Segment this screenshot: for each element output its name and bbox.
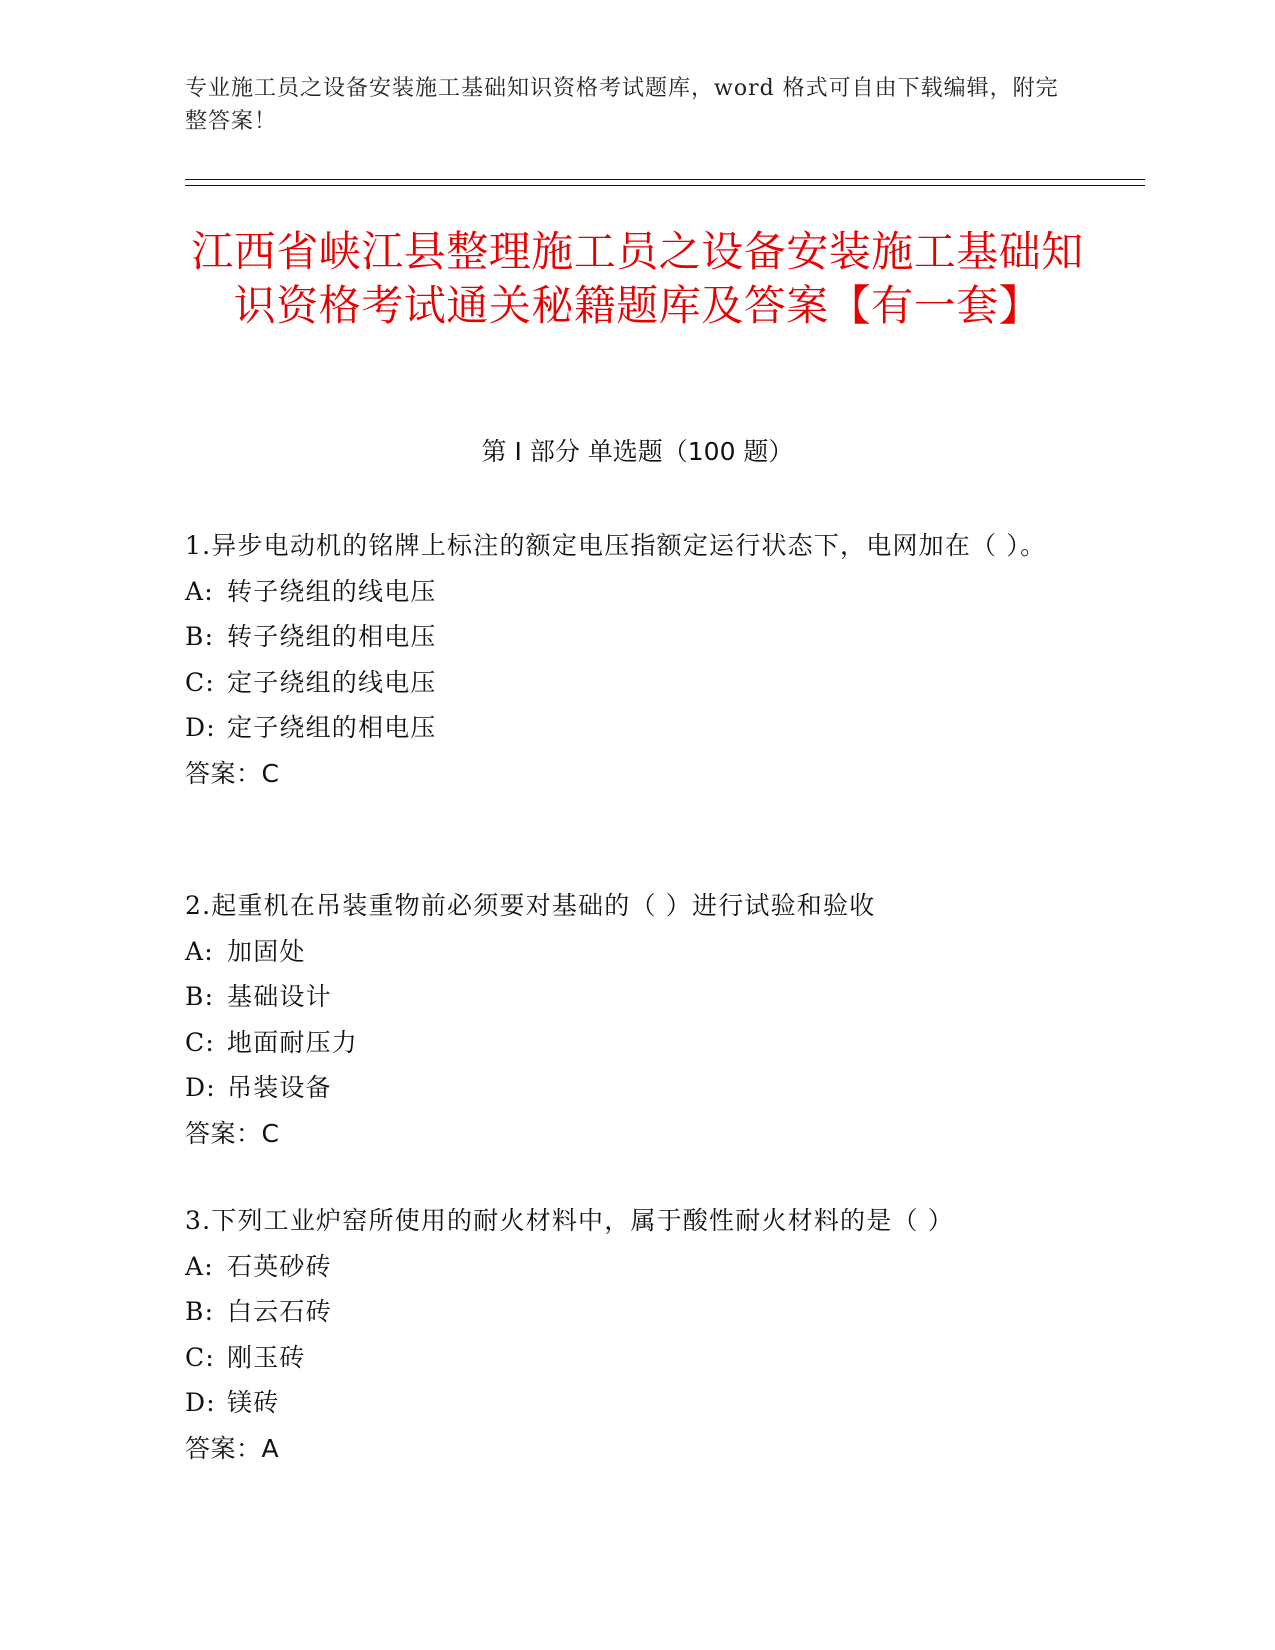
answer-line: 答案：A [185,1433,280,1463]
option-d [185,1380,1065,1426]
option-letter: D: [185,1073,216,1102]
option-letter: D: [185,1388,216,1417]
option-text: 石英砂砖 [227,1251,332,1281]
option-text: 镁砖 [227,1388,280,1417]
option-b [185,614,1065,660]
option-text: 定子绕组的相电压 [227,713,437,742]
header-note: 专业施工员之设备安装施工基础知识资格考试题库，word 格式可自由下载编辑，附完整答案！ [185,76,1059,134]
option-letter: B: [185,622,215,651]
option-letter: D: [185,713,216,742]
question-3 [185,1198,1065,1471]
option-d [185,1065,1065,1111]
option-text: 转子绕组的线电压 [227,576,437,606]
option-letter: C: [185,1342,215,1372]
option-text: 定子绕组的线电压 [227,667,437,697]
document-title: 江西省峡江县整理施工员之设备安装施工基础知识资格考试通关秘籍题库及答案【有一套】 [191,227,1084,330]
option-letter: B: [185,1297,215,1326]
option-text: 地面耐压力 [227,1027,359,1057]
option-letter: A: [185,1251,214,1281]
option-letter: A: [185,936,214,966]
option-text: 基础设计 [227,982,332,1011]
option-a [185,1244,1065,1290]
option-letter: A: [185,576,214,606]
option-text: 刚玉砖 [227,1342,306,1372]
header-divider-top [185,179,1145,180]
option-a [185,929,1065,975]
question-2 [185,883,1065,1156]
option-text: 吊装设备 [227,1073,332,1102]
section-title: 第 I 部分 单选题（100 题） [481,437,794,466]
option-a [185,569,1065,615]
option-b [185,974,1065,1020]
option-d [185,705,1065,751]
header-divider-bottom [185,185,1145,186]
option-c [185,660,1065,706]
option-letter: C: [185,667,215,697]
option-b [185,1289,1065,1335]
answer-line: 答案：C [185,758,280,788]
option-text: 加固处 [227,936,306,966]
question-stem: 3.下列工业炉窑所使用的耐火材料中，属于酸性耐火材料的是（ ） [185,1206,955,1235]
option-letter: C: [185,1027,215,1057]
option-text: 白云石砖 [227,1297,332,1326]
answer-line: 答案：C [185,1118,280,1148]
question-1 [185,523,1065,796]
question-stem: 2.起重机在吊装重物前必须要对基础的（ ）进行试验和验收 [185,891,876,920]
option-c [185,1020,1065,1066]
question-stem: 1.异步电动机的铭牌上标注的额定电压指额定运行状态下，电网加在（ ）。 [185,531,1047,560]
option-text: 转子绕组的相电压 [227,622,437,651]
option-c [185,1335,1065,1381]
option-letter: B: [185,982,215,1011]
